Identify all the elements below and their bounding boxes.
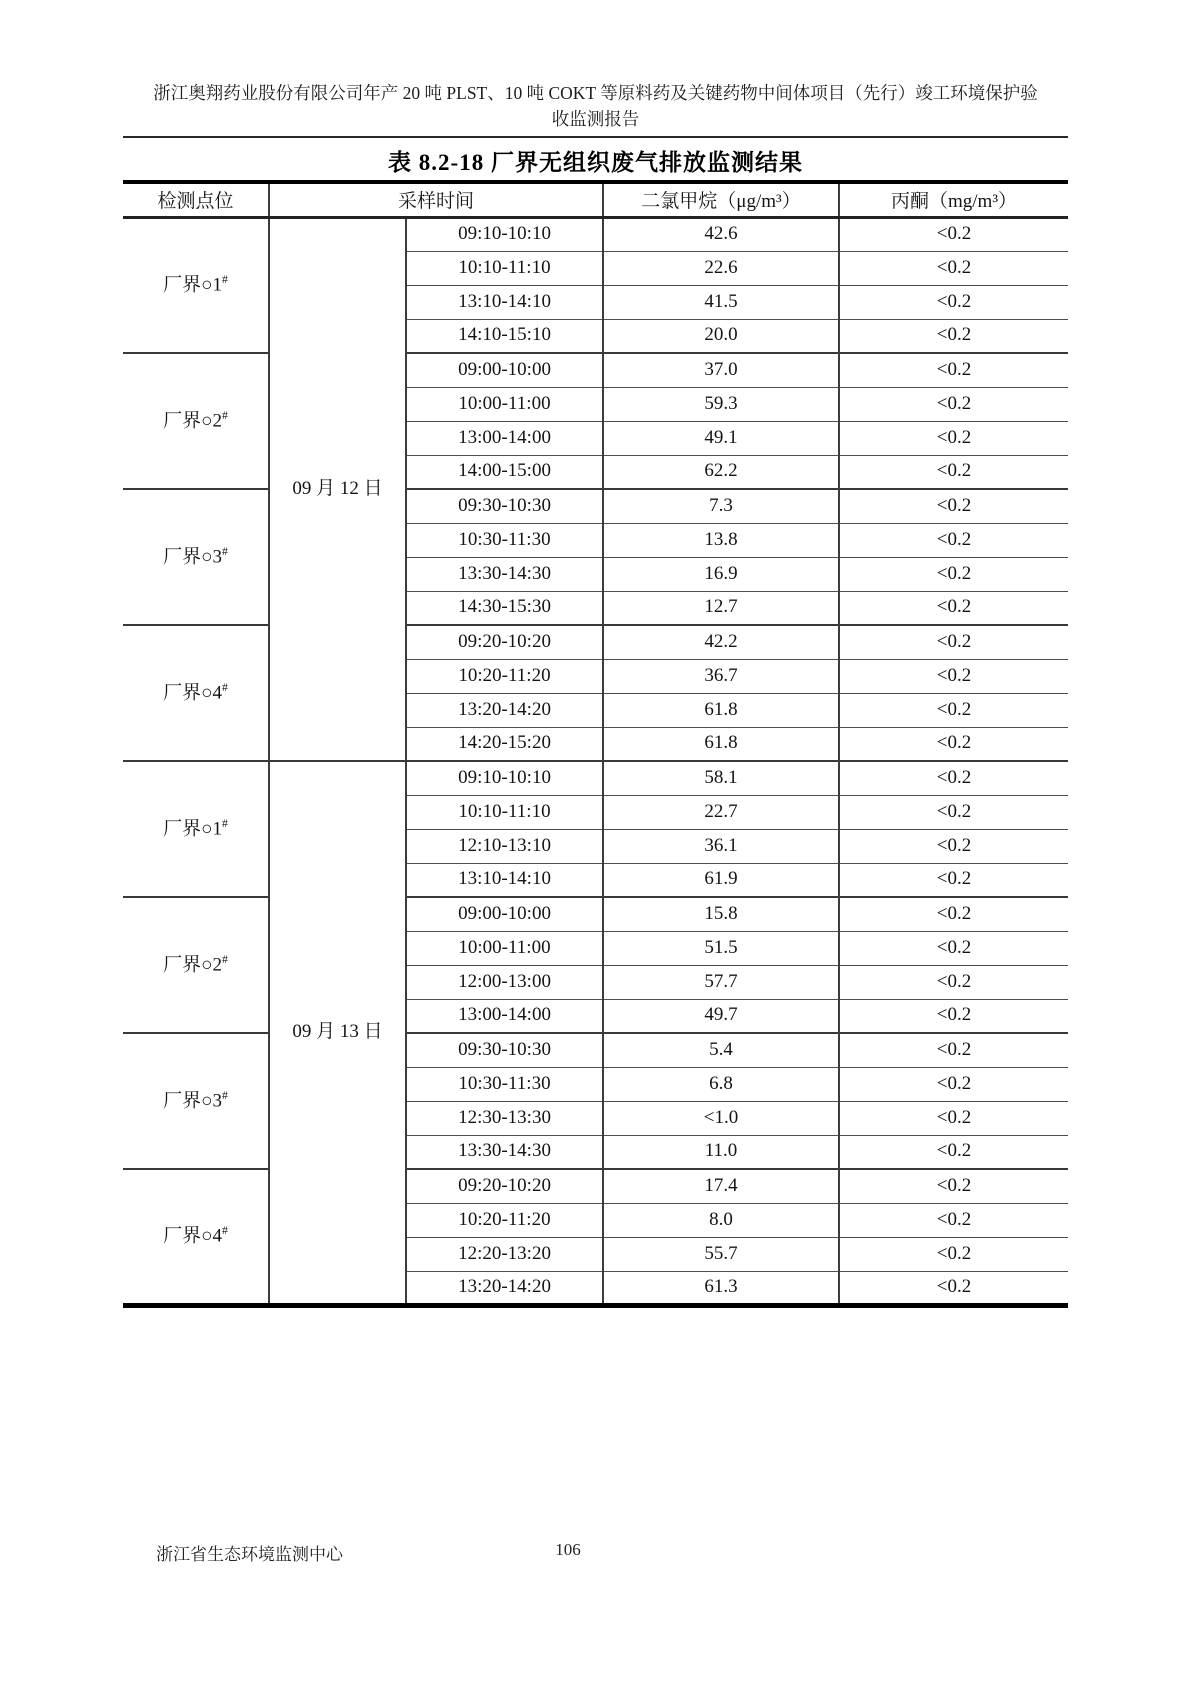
monitoring-point-label: 厂界○3	[163, 1090, 223, 1112]
dcm-value-cell: 17.4	[603, 1169, 839, 1203]
sampling-time-cell: 09:30-10:30	[406, 489, 603, 523]
dcm-value-cell: <1.0	[603, 1101, 839, 1135]
dcm-value-cell: 61.8	[603, 693, 839, 727]
dcm-value-cell: 61.3	[603, 1271, 839, 1305]
sampling-time-cell: 10:20-11:20	[406, 1203, 603, 1237]
acetone-value-cell: <0.2	[839, 489, 1068, 523]
col-header-sampling-time: 采样时间	[269, 182, 603, 217]
acetone-value-cell: <0.2	[839, 217, 1068, 251]
table-row	[123, 1033, 1068, 1067]
dcm-value-cell: 49.7	[603, 999, 839, 1033]
sampling-time-cell: 10:10-11:10	[406, 251, 603, 285]
dcm-value-cell: 57.7	[603, 965, 839, 999]
monitoring-point-cell	[123, 1169, 269, 1305]
acetone-value-cell: <0.2	[839, 251, 1068, 285]
acetone-value-cell: <0.2	[839, 659, 1068, 693]
acetone-value-cell: <0.2	[839, 557, 1068, 591]
document-header	[123, 80, 1068, 132]
sampling-time-cell: 13:30-14:30	[406, 557, 603, 591]
table-row	[123, 353, 1068, 387]
dcm-value-cell: 36.1	[603, 829, 839, 863]
sampling-time-cell: 14:10-15:10	[406, 319, 603, 353]
dcm-value-cell: 20.0	[603, 319, 839, 353]
monitoring-point-label: 厂界○2	[163, 410, 223, 432]
monitoring-point-cell	[123, 489, 269, 625]
acetone-value-cell: <0.2	[839, 1271, 1068, 1305]
table-row	[123, 217, 1068, 251]
sampling-time-cell: 09:30-10:30	[406, 1033, 603, 1067]
monitoring-point-label: 厂界○4	[163, 1225, 223, 1247]
acetone-value-cell: <0.2	[839, 761, 1068, 795]
acetone-value-cell: <0.2	[839, 1033, 1068, 1067]
monitoring-point-superscript: #	[222, 544, 228, 558]
monitoring-point-cell	[123, 897, 269, 1033]
monitoring-point-superscript: #	[222, 952, 228, 966]
acetone-value-cell: <0.2	[839, 1067, 1068, 1101]
monitoring-point-cell	[123, 625, 269, 761]
table-header-row	[123, 182, 1068, 217]
document-header-line1: 浙江奥翔药业股份有限公司年产 20 吨 PLST、10 吨 COKT 等原料药及关键药物中间体项目（先行）竣工环境保护验	[153, 83, 1038, 103]
monitoring-point-label: 厂界○1	[163, 818, 223, 840]
monitoring-point-cell	[123, 353, 269, 489]
dcm-value-cell: 61.8	[603, 727, 839, 761]
monitoring-table	[123, 180, 1068, 1308]
sampling-time-cell: 13:00-14:00	[406, 421, 603, 455]
acetone-value-cell: <0.2	[839, 931, 1068, 965]
sampling-time-cell: 10:30-11:30	[406, 523, 603, 557]
dcm-value-cell: 37.0	[603, 353, 839, 387]
acetone-value-cell: <0.2	[839, 591, 1068, 625]
document-header-line2: 收监测报告	[551, 109, 640, 129]
sampling-time-cell: 13:10-14:10	[406, 285, 603, 319]
dcm-value-cell: 16.9	[603, 557, 839, 591]
table-row	[123, 761, 1068, 795]
dcm-value-cell: 5.4	[603, 1033, 839, 1067]
acetone-value-cell: <0.2	[839, 1101, 1068, 1135]
table-row	[123, 1169, 1068, 1203]
header-divider	[123, 136, 1068, 138]
monitoring-point-label: 厂界○4	[163, 682, 223, 704]
sampling-time-cell: 09:00-10:00	[406, 353, 603, 387]
sampling-time-cell: 12:30-13:30	[406, 1101, 603, 1135]
acetone-value-cell: <0.2	[839, 285, 1068, 319]
sampling-time-cell: 13:30-14:30	[406, 1135, 603, 1169]
sampling-time-cell: 09:10-10:10	[406, 217, 603, 251]
acetone-value-cell: <0.2	[839, 625, 1068, 659]
dcm-value-cell: 7.3	[603, 489, 839, 523]
acetone-value-cell: <0.2	[839, 523, 1068, 557]
acetone-value-cell: <0.2	[839, 999, 1068, 1033]
dcm-value-cell: 55.7	[603, 1237, 839, 1271]
monitoring-point-superscript: #	[222, 1088, 228, 1102]
acetone-value-cell: <0.2	[839, 829, 1068, 863]
sampling-time-cell: 14:20-15:20	[406, 727, 603, 761]
acetone-value-cell: <0.2	[839, 795, 1068, 829]
acetone-value-cell: <0.2	[839, 693, 1068, 727]
acetone-value-cell: <0.2	[839, 1237, 1068, 1271]
monitoring-table-body	[123, 217, 1068, 1305]
footer-page-number: 106	[555, 1540, 581, 1559]
monitoring-point-label: 厂界○1	[163, 274, 223, 296]
table-row	[123, 489, 1068, 523]
sampling-time-cell: 12:00-13:00	[406, 965, 603, 999]
dcm-value-cell: 61.9	[603, 863, 839, 897]
sampling-time-cell: 10:00-11:00	[406, 387, 603, 421]
dcm-value-cell: 22.7	[603, 795, 839, 829]
acetone-value-cell: <0.2	[839, 1203, 1068, 1237]
sampling-time-cell: 12:20-13:20	[406, 1237, 603, 1271]
acetone-value-cell: <0.2	[839, 1169, 1068, 1203]
sampling-time-cell: 13:20-14:20	[406, 693, 603, 727]
monitoring-point-superscript: #	[222, 1224, 228, 1238]
sampling-time-cell: 13:10-14:10	[406, 863, 603, 897]
monitoring-point-label: 厂界○3	[163, 546, 223, 568]
sampling-time-cell: 14:00-15:00	[406, 455, 603, 489]
sampling-time-cell: 13:20-14:20	[406, 1271, 603, 1305]
dcm-value-cell: 49.1	[603, 421, 839, 455]
table-title: 表 8.2-18 厂界无组织废气排放监测结果	[388, 150, 803, 175]
sampling-time-cell: 13:00-14:00	[406, 999, 603, 1033]
dcm-value-cell: 12.7	[603, 591, 839, 625]
dcm-value-cell: 8.0	[603, 1203, 839, 1237]
monitoring-point-superscript: #	[222, 408, 228, 422]
monitoring-point-superscript: #	[222, 816, 228, 830]
dcm-value-cell: 41.5	[603, 285, 839, 319]
dcm-value-cell: 42.2	[603, 625, 839, 659]
footer-organization: 浙江省生态环境监测中心	[156, 1545, 343, 1564]
sampling-date-cell: 09 月 13 日	[269, 761, 406, 1305]
sampling-time-cell: 12:10-13:10	[406, 829, 603, 863]
acetone-value-cell: <0.2	[839, 965, 1068, 999]
dcm-value-cell: 59.3	[603, 387, 839, 421]
monitoring-point-label: 厂界○2	[163, 954, 223, 976]
dcm-value-cell: 36.7	[603, 659, 839, 693]
sampling-time-cell: 09:10-10:10	[406, 761, 603, 795]
col-header-acetone: 丙酮（mg/m³）	[839, 182, 1068, 217]
acetone-value-cell: <0.2	[839, 727, 1068, 761]
acetone-value-cell: <0.2	[839, 455, 1068, 489]
col-header-point: 检测点位	[123, 182, 269, 217]
sampling-time-cell: 09:00-10:00	[406, 897, 603, 931]
sampling-time-cell: 09:20-10:20	[406, 1169, 603, 1203]
col-header-dichloromethane: 二氯甲烷（μg/m³）	[603, 182, 839, 217]
sampling-time-cell: 10:10-11:10	[406, 795, 603, 829]
acetone-value-cell: <0.2	[839, 897, 1068, 931]
dcm-value-cell: 15.8	[603, 897, 839, 931]
dcm-value-cell: 6.8	[603, 1067, 839, 1101]
monitoring-point-superscript: #	[222, 680, 228, 694]
table-row	[123, 897, 1068, 931]
acetone-value-cell: <0.2	[839, 421, 1068, 455]
dcm-value-cell: 42.6	[603, 217, 839, 251]
acetone-value-cell: <0.2	[839, 1135, 1068, 1169]
monitoring-point-cell	[123, 761, 269, 897]
sampling-time-cell: 14:30-15:30	[406, 591, 603, 625]
dcm-value-cell: 62.2	[603, 455, 839, 489]
acetone-value-cell: <0.2	[839, 863, 1068, 897]
sampling-time-cell: 09:20-10:20	[406, 625, 603, 659]
acetone-value-cell: <0.2	[839, 319, 1068, 353]
table-row	[123, 625, 1068, 659]
dcm-value-cell: 58.1	[603, 761, 839, 795]
sampling-time-cell: 10:00-11:00	[406, 931, 603, 965]
table-header	[123, 182, 1068, 217]
dcm-value-cell: 11.0	[603, 1135, 839, 1169]
sampling-date-cell: 09 月 12 日	[269, 217, 406, 761]
monitoring-point-superscript: #	[222, 273, 228, 287]
dcm-value-cell: 22.6	[603, 251, 839, 285]
monitoring-point-cell	[123, 1033, 269, 1169]
dcm-value-cell: 13.8	[603, 523, 839, 557]
sampling-time-cell: 10:30-11:30	[406, 1067, 603, 1101]
monitoring-point-cell	[123, 217, 269, 353]
sampling-time-cell: 10:20-11:20	[406, 659, 603, 693]
dcm-value-cell: 51.5	[603, 931, 839, 965]
acetone-value-cell: <0.2	[839, 387, 1068, 421]
acetone-value-cell: <0.2	[839, 353, 1068, 387]
